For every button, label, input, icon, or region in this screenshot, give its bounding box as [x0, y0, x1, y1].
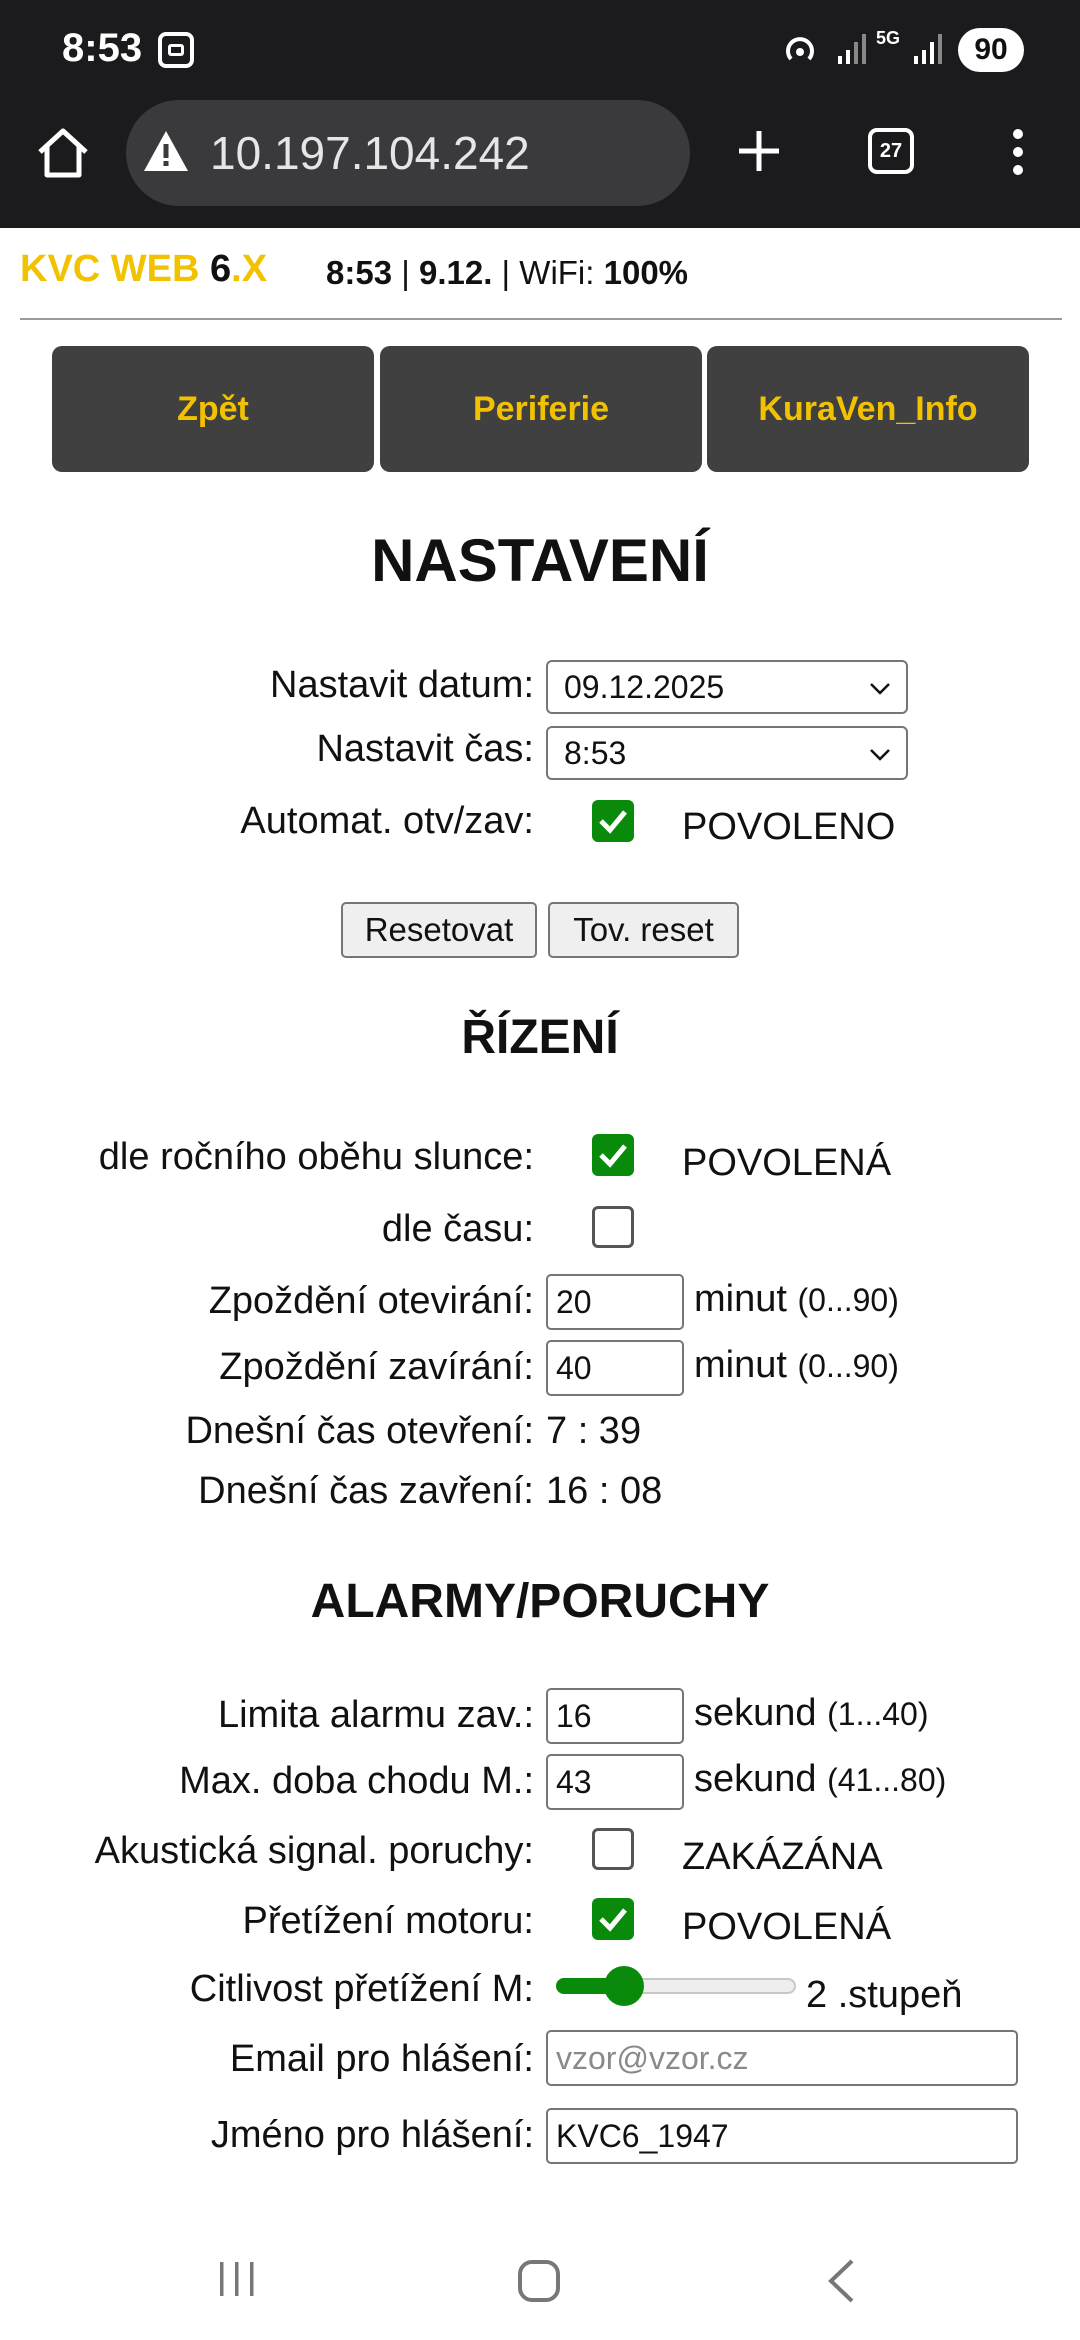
- auto-label: Automat. otv/zav:: [240, 800, 534, 842]
- checkmark-icon: [596, 804, 630, 838]
- info-button[interactable]: KuraVen_Info: [707, 346, 1029, 472]
- chevron-down-icon: [868, 676, 892, 700]
- brand-version-number: 6: [210, 248, 232, 290]
- overload-state: POVOLENÁ: [682, 1906, 892, 1948]
- max-run-unit: [694, 1758, 946, 1801]
- status-time: 8:53: [62, 26, 143, 70]
- close-today-value: 16 : 08: [546, 1470, 663, 1512]
- tab-switcher-button[interactable]: 27: [868, 128, 914, 174]
- more-menu-icon[interactable]: [1008, 128, 1028, 176]
- acoustic-checkbox[interactable]: [592, 1828, 634, 1870]
- header-wifi: 100%: [603, 254, 689, 291]
- browser-chrome: [0, 0, 1080, 228]
- open-today-label: Dnešní čas otevření:: [185, 1410, 534, 1452]
- signal-icon-2: [912, 32, 944, 66]
- time-select[interactable]: [546, 726, 908, 780]
- settings-title: NASTAVENÍ: [371, 527, 709, 594]
- network-type: 5G: [876, 28, 901, 48]
- close-delay-range: (0...90): [797, 1348, 899, 1384]
- open-delay-label: Zpoždění otevirání:: [208, 1280, 534, 1322]
- home-icon[interactable]: [34, 124, 92, 182]
- signal-icon: [836, 32, 868, 66]
- header-sep1: |: [392, 254, 419, 291]
- checkmark-icon: [596, 1138, 630, 1172]
- acoustic-state: ZAKÁZÁNA: [682, 1836, 883, 1878]
- sun-checkbox[interactable]: [592, 1134, 634, 1176]
- header-time: 8:53: [326, 254, 393, 291]
- by-time-checkbox[interactable]: [592, 1206, 634, 1248]
- open-delay-range: (0...90): [797, 1282, 899, 1318]
- email-label: Email pro hlášení:: [229, 2038, 534, 2080]
- control-title: ŘÍZENÍ: [461, 1011, 619, 1064]
- header-date: 9.12.: [418, 254, 493, 291]
- header-divider: [20, 318, 1062, 320]
- close-limit-unit: [694, 1692, 928, 1735]
- chevron-down-icon: [868, 742, 892, 766]
- by-time-label: dle času:: [381, 1208, 534, 1250]
- close-delay-unit-text: minut: [694, 1344, 787, 1386]
- periphery-button[interactable]: Periferie: [380, 346, 702, 472]
- screen-record-icon: [158, 32, 194, 68]
- close-delay-input[interactable]: 40: [546, 1340, 684, 1396]
- max-run-unit-text: sekund: [694, 1758, 817, 1800]
- overload-checkbox[interactable]: [592, 1898, 634, 1940]
- battery-indicator: 90: [958, 28, 1024, 72]
- header-sep2: | WiFi:: [492, 254, 604, 291]
- sensitivity-slider-thumb[interactable]: [604, 1966, 644, 2006]
- overload-label: Přetížení motoru:: [242, 1900, 534, 1942]
- max-run-input[interactable]: 43: [546, 1754, 684, 1810]
- sensitivity-label: Citlivost přetížení M:: [189, 1968, 534, 2010]
- date-select[interactable]: [546, 660, 908, 714]
- checkmark-icon: [596, 1902, 630, 1936]
- recents-icon[interactable]: [216, 2260, 258, 2298]
- name-label: Jméno pro hlášení:: [210, 2114, 534, 2156]
- max-run-range: (41...80): [827, 1762, 947, 1798]
- close-limit-input[interactable]: 16: [546, 1688, 684, 1744]
- back-button[interactable]: Zpět: [52, 346, 374, 472]
- brand-logo: [20, 248, 267, 291]
- open-delay-unit: [694, 1278, 899, 1321]
- back-nav-icon[interactable]: [826, 2258, 856, 2304]
- open-today-value: 7 : 39: [546, 1410, 642, 1452]
- auto-checkbox[interactable]: [592, 800, 634, 842]
- sun-label: dle ročního oběhu slunce:: [98, 1136, 534, 1178]
- close-limit-range: (1...40): [827, 1696, 929, 1732]
- reset-button[interactable]: Resetovat: [341, 902, 537, 958]
- close-delay-label: Zpoždění zavírání:: [219, 1346, 534, 1388]
- alarms-title: ALARMY/PORUCHY: [310, 1575, 770, 1628]
- close-limit-label: Limita alarmu zav.:: [217, 1694, 534, 1736]
- date-label: Nastavit datum:: [270, 664, 534, 706]
- auto-state: POVOLENO: [682, 806, 896, 848]
- sun-state: POVOLENÁ: [682, 1142, 892, 1184]
- time-select-value: 8:53: [564, 735, 627, 771]
- home-nav-icon[interactable]: [518, 2260, 560, 2302]
- brand-version-suffix: .X: [231, 248, 268, 290]
- open-delay-input[interactable]: 20: [546, 1274, 684, 1330]
- open-delay-unit-text: minut: [694, 1278, 787, 1320]
- close-limit-unit-text: sekund: [694, 1692, 817, 1734]
- sensitivity-value: 2 .stupeň: [806, 1974, 963, 2016]
- brand-main: KVC WEB: [20, 248, 210, 290]
- url-text[interactable]: 10.197.104.242: [210, 127, 530, 179]
- not-secure-icon[interactable]: [142, 128, 190, 174]
- close-today-label: Dnešní čas zavření:: [198, 1470, 534, 1512]
- status-bar: [0, 0, 1080, 100]
- max-run-label: Max. doba chodu M.:: [179, 1760, 534, 1802]
- date-select-value: 09.12.2025: [564, 669, 725, 705]
- new-tab-icon[interactable]: [736, 128, 782, 174]
- acoustic-label: Akustická signal. poruchy:: [94, 1830, 534, 1872]
- factory-reset-button[interactable]: Tov. reset: [548, 902, 739, 958]
- hotspot-icon: [782, 32, 818, 68]
- time-label: Nastavit čas:: [316, 728, 534, 770]
- close-delay-unit: [694, 1344, 899, 1387]
- name-input[interactable]: KVC6_1947: [546, 2108, 1018, 2164]
- email-input[interactable]: vzor@vzor.cz: [546, 2030, 1018, 2086]
- header-status: [326, 254, 688, 292]
